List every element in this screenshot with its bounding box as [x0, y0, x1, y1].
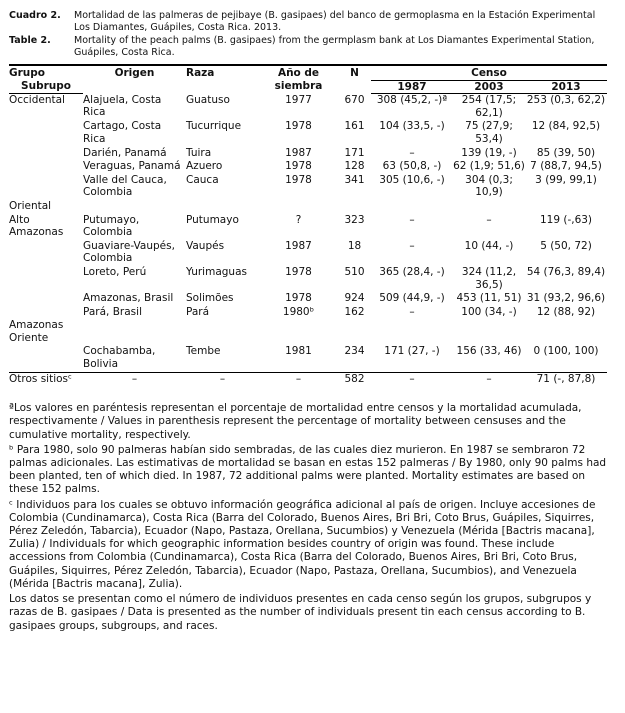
cell-anio: 1987 — [285, 146, 312, 159]
cell-1987: 171 (27, -) — [384, 345, 440, 358]
table-row — [9, 160, 607, 174]
table-body — [9, 94, 607, 372]
cell-grupo — [9, 174, 83, 200]
cell-grupo: Amazonas Oriente — [9, 319, 64, 344]
cell-1987: 305 (10,6, -) — [379, 173, 445, 186]
cell-raza: Yurimaguas — [186, 265, 247, 278]
cell-2003: 254 (17,5; 62,1) — [461, 94, 517, 119]
cell-n: 234 — [344, 345, 365, 358]
cell-grupo — [9, 266, 83, 292]
cell-origen: Pará, Brasil — [83, 305, 142, 318]
cell-2013: 5 (50, 72) — [540, 239, 592, 252]
mortality-table — [9, 66, 607, 386]
cell-2003: – — [486, 213, 492, 226]
header-1987: 1987 — [371, 80, 453, 94]
cell-2013: 31 (93,2, 96,6) — [526, 292, 606, 305]
cell-grupo — [9, 160, 83, 174]
cell-raza: Solimões — [186, 292, 234, 305]
cell-n: 161 — [344, 120, 365, 133]
table-row — [9, 120, 607, 146]
cell-raza: Azuero — [186, 160, 223, 173]
cell-2003 — [453, 319, 525, 345]
cell-1987: 365 (28,4, -) — [379, 265, 445, 278]
cell-anio: ? — [295, 213, 302, 226]
cell-origen: Cochabamba, Bolivia — [83, 345, 156, 371]
cell-2013 — [525, 200, 607, 214]
header-anio: Año de siembra — [274, 67, 323, 92]
cell-n: 162 — [344, 305, 365, 318]
table-row — [9, 94, 607, 121]
cell-anio: 1981 — [285, 345, 312, 358]
cell-1987: 63 (50,8, -) — [382, 160, 442, 173]
cell-origen: Amazonas, Brasil — [83, 292, 174, 305]
header-subrupo: Subrupo — [9, 80, 83, 94]
cell-origen: Valle del Cauca, Colombia — [83, 173, 167, 199]
cell-2013 — [525, 319, 607, 345]
cell-raza — [186, 319, 259, 345]
caption-en-label: Table 2. — [9, 35, 51, 46]
cell-raza: Pará — [186, 305, 210, 318]
header-2013: 2013 — [525, 80, 607, 94]
footnote-b: ᵇ Para 1980, solo 90 palmeras habían sido sembradas, de las cuales diez murieron. En 1987 se sembraron 72 palmas adicionales. Las estimativas de mortalidad se basan en estas 152 palmeras / By 1980, only 90 palms had been planted, ten of which died. In 1987, 72 additional palms were planted. Mortality estimates are based on these 152 palms. — [9, 443, 607, 496]
cell-grupo — [9, 240, 83, 266]
cell-anio: 1978 — [285, 265, 312, 278]
cell-n: 510 — [344, 265, 365, 278]
cell-1987: – — [371, 372, 453, 386]
cell-2013: 12 (84, 92,5) — [531, 120, 601, 133]
caption-es-label: Cuadro 2. — [9, 10, 61, 21]
cell-anio: 1977 — [285, 93, 312, 106]
cell-raza: Tuira — [186, 146, 212, 159]
cell-anio: 1980ᵇ — [282, 305, 315, 318]
cell-grupo: Oriental — [9, 199, 52, 212]
cell-raza — [186, 200, 259, 214]
cell-2013: 119 (-,63) — [539, 213, 593, 226]
cell-n: 128 — [344, 160, 365, 173]
cell-1987 — [371, 200, 453, 214]
cell-grupo — [9, 120, 83, 146]
table-row — [9, 214, 607, 240]
cell-origen: Cartago, Costa Rica — [83, 120, 162, 145]
table-notes — [9, 402, 607, 632]
cell-2003: 75 (27,9; 53,4) — [465, 120, 513, 145]
cell-anio: 1978 — [285, 160, 312, 173]
cell-2013: 85 (39, 50) — [536, 146, 596, 159]
cell-2013: 0 (100, 100) — [533, 345, 599, 358]
cell-grupo — [9, 306, 83, 320]
cell-origen: Loreto, Perú — [83, 265, 147, 278]
cell-1987: 509 (44,9, -) — [379, 292, 445, 305]
document-page — [9, 10, 607, 635]
cell-2003: 453 (11, 51) — [456, 292, 522, 305]
cell-origen: Darién, Panamá — [83, 146, 167, 159]
header-grupo: Grupo — [9, 67, 46, 79]
cell-2013: 71 (-, 87,8) — [525, 372, 607, 386]
cell-n: 924 — [344, 292, 365, 305]
table-row — [9, 174, 607, 200]
header-2003: 2003 — [453, 80, 525, 94]
cell-origen — [83, 319, 186, 345]
caption-en — [9, 35, 607, 59]
caption-en-text: Mortality of the peach palms (B. gasipaes) from the germplasm bank at Los Diamantes Experimental Station, Guápiles, Costa Rica. — [74, 35, 595, 58]
cell-raza: Vaupés — [186, 239, 225, 252]
header-n: N — [350, 67, 359, 79]
cell-origen: Guaviare-Vaupés, Colombia — [83, 239, 175, 265]
cell-2003: 10 (44, -) — [464, 239, 514, 252]
cell-raza: Putumayo — [186, 213, 239, 226]
cell-raza: Tembe — [186, 345, 221, 358]
table-row-otros-sitios — [9, 372, 607, 386]
cell-grupo: Occidental — [9, 94, 65, 107]
cell-n: 18 — [347, 239, 362, 252]
cell-2013: 12 (88, 92) — [536, 305, 596, 318]
cell-1987: – — [409, 239, 415, 252]
cell-2003: – — [453, 372, 525, 386]
cell-n — [338, 200, 371, 214]
cell-1987: 104 (33,5, -) — [379, 120, 445, 133]
cell-anio: 1978 — [285, 120, 312, 133]
cell-n: 670 — [344, 93, 365, 106]
cell-anio: 1987 — [285, 239, 312, 252]
cell-grupo: Otros sitiosᶜ — [9, 372, 83, 386]
cell-2003: 304 (0,3; 10,9) — [465, 173, 513, 199]
cell-2013: 54 (76,3, 89,4) — [526, 265, 606, 278]
cell-raza: – — [186, 372, 259, 386]
header-origen: Origen — [114, 67, 155, 79]
header-censo: Censo — [371, 66, 607, 80]
cell-grupo: Alto Amazonas — [9, 213, 64, 239]
header-raza: Raza — [186, 67, 215, 79]
cell-grupo — [9, 292, 83, 306]
cell-raza: Tucurrique — [186, 120, 242, 133]
cell-2003: 100 (34, -) — [461, 305, 517, 318]
cell-2003: 156 (33, 46) — [456, 345, 522, 358]
cell-n: 171 — [344, 146, 365, 159]
cell-1987 — [371, 319, 453, 345]
table-row — [9, 319, 607, 345]
table-row — [9, 306, 607, 320]
cell-origen: Alajuela, Costa Rica — [83, 93, 162, 119]
cell-1987: – — [409, 213, 415, 226]
cell-2003: 62 (1,9; 51,6) — [453, 160, 525, 173]
table-row — [9, 345, 607, 372]
table-row — [9, 266, 607, 292]
cell-origen: – — [83, 372, 186, 386]
cell-n: 341 — [344, 173, 365, 186]
cell-1987: 308 (45,2, -)ª — [376, 94, 448, 107]
cell-anio — [259, 200, 338, 214]
cell-2003 — [453, 200, 525, 214]
cell-1987: – — [409, 146, 415, 159]
cell-2013: 253 (0,3, 62,2) — [526, 94, 606, 107]
footnote-data-note: Los datos se presentan como el número de individuos presentes en cada censo según los grupos, subgrupos y razas de B. gasipaes / Data is presented as the number of individuals present tin each census according to B. gasipaes groups, subgroups, and races. — [9, 593, 592, 632]
caption-es — [9, 10, 607, 34]
cell-2003: 324 (11,2, 36,5) — [461, 265, 517, 291]
cell-anio: – — [259, 372, 338, 386]
cell-origen — [83, 200, 186, 214]
cell-n: 582 — [338, 372, 371, 386]
table-row — [9, 147, 607, 161]
table-row — [9, 292, 607, 306]
cell-origen: Veraguas, Panamá — [83, 160, 181, 173]
caption-es-text: Mortalidad de las palmeras de pejibaye (B. gasipaes) del banco de germoplasma en la Estación Experimental Los Diamantes, Guápiles, Costa Rica. 2013. — [74, 10, 596, 33]
cell-anio: 1978 — [285, 173, 312, 186]
footnote-a: ªLos valores en paréntesis representan el porcentaje de mortalidad entre censos y la mortalidad acumulada, respectivamente / Values in parenthesis represent the percentage of mortality between censuses and the cumulative mortality, respectively. — [9, 402, 582, 441]
table-row — [9, 240, 607, 266]
cell-n — [338, 319, 371, 345]
cell-1987: – — [409, 305, 415, 318]
cell-raza: Guatuso — [186, 93, 230, 106]
cell-raza: Cauca — [186, 173, 219, 186]
cell-anio — [259, 319, 338, 345]
cell-n: 323 — [344, 213, 365, 226]
cell-2013: 3 (99, 99,1) — [535, 173, 597, 186]
cell-2003: 139 (19, -) — [461, 146, 517, 159]
footnote-c: ᶜ Individuos para los cuales se obtuvo información geográfica adicional al país de origen. Incluye accesiones de Colombia (Cundinamarca), Costa Rica (Barra del Colorado, Buenos Aires, Bri Bri, Coto Brus, Guápiles, Siquirres, Pérez Zeledón, Tabarcia), Ecuador (Napo, Pastaza, Orellana, Sucumbios) y Venezuela (Mérida [Bactris macana], Zulia) / Individuals for which geographic information besides country of origin was found. These include accessions from Colombia (Cundinamarca), Costa Rica (Barra del Colorado, Buenos Aires, Bri Bri, Coto Brus, Guápiles, Siquirres, Pérez Zeledón, Tabarcia), Ecuador (Napo, Pastaza, Orellana, Sucumbios), and Venezuela (Mérida [Bactris macana], Zulia). — [9, 498, 596, 590]
cell-grupo — [9, 147, 83, 161]
cell-origen: Putumayo, Colombia — [83, 213, 140, 239]
table-row — [9, 200, 607, 214]
cell-grupo — [9, 345, 83, 372]
cell-2013: 7 (88,7, 94,5) — [530, 160, 602, 173]
cell-anio: 1978 — [285, 292, 312, 305]
